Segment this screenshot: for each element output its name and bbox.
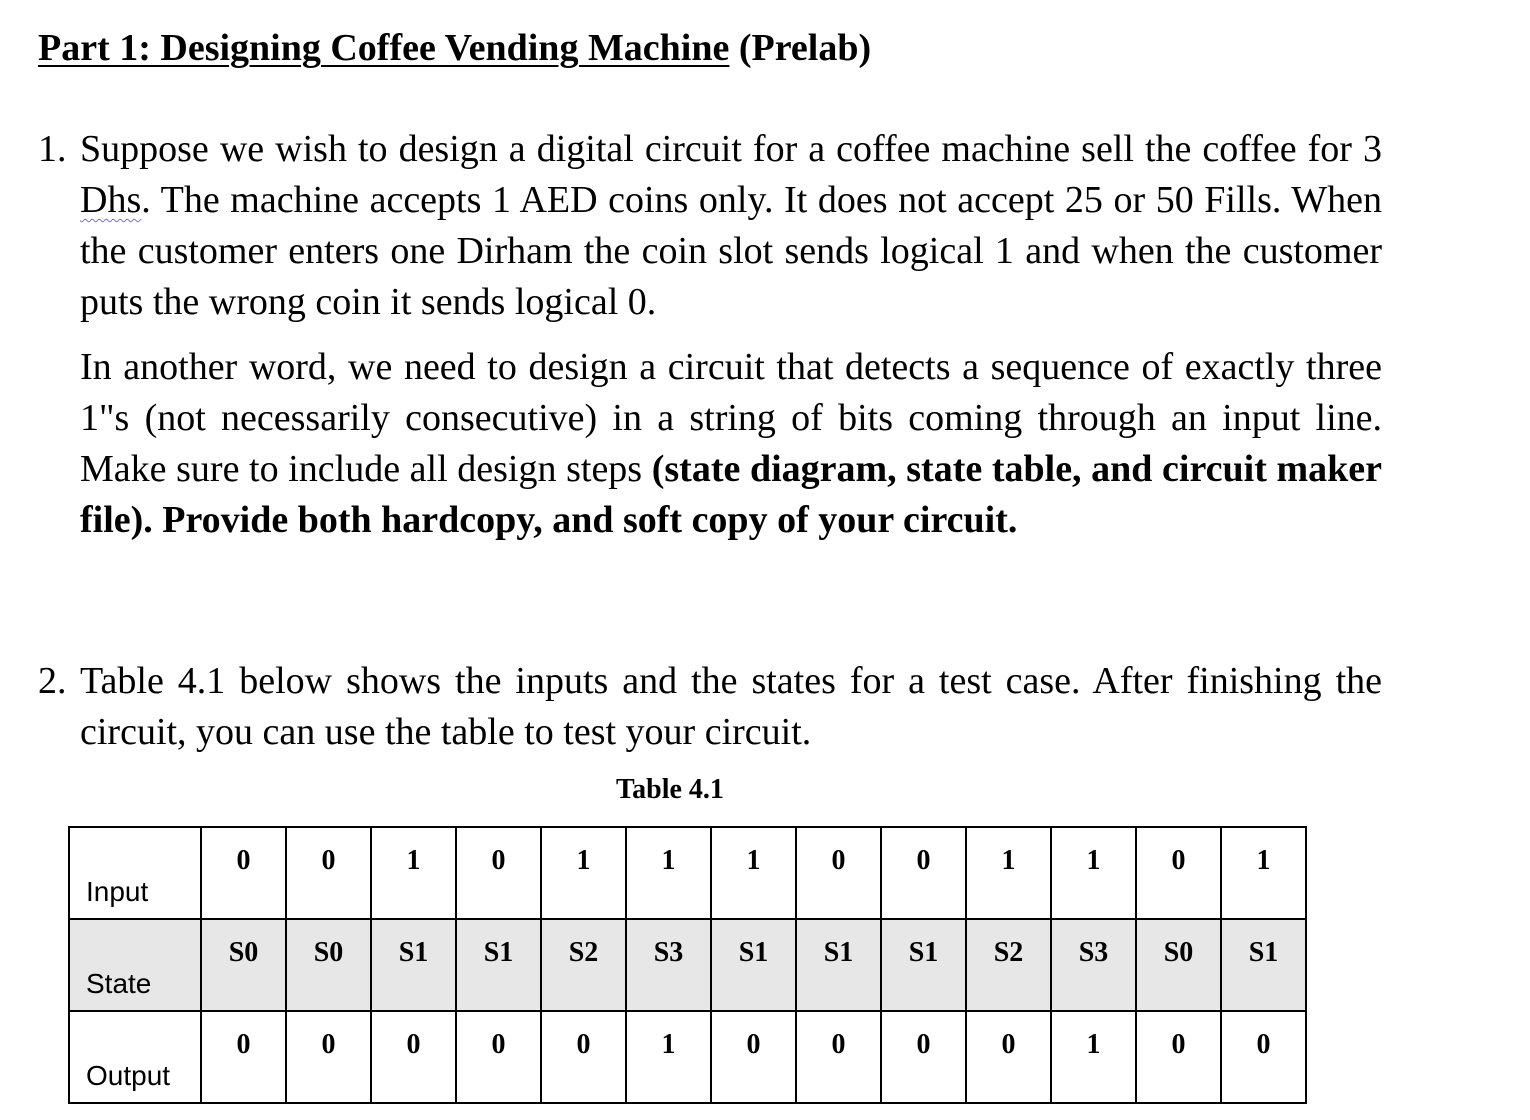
input-cell: [1136, 827, 1221, 919]
state-value: S1: [483, 937, 514, 968]
state-value: S0: [228, 937, 259, 968]
item1-text-a: Suppose we wish to design a digital circuit for a coffee machine sell the coffee for 3: [80, 128, 1382, 170]
output-cell: [286, 1011, 371, 1103]
state-cell: [1136, 919, 1221, 1011]
input-cell: [201, 827, 286, 919]
output-value: 0: [746, 1029, 761, 1060]
row-label-output: Output: [69, 1011, 201, 1103]
input-cell: [881, 827, 966, 919]
heading-title: Part 1: Designing Coffee Vending Machine: [38, 27, 730, 69]
state-value: S1: [738, 937, 769, 968]
spellcheck-word: Dhs: [80, 179, 142, 221]
output-value: 0: [491, 1029, 506, 1060]
state-cell: [1221, 919, 1306, 1011]
input-value: 1: [406, 845, 421, 876]
state-value: S3: [1078, 937, 1109, 968]
input-value: 0: [236, 845, 251, 876]
input-cell: [796, 827, 881, 919]
table-row-input: [69, 827, 1306, 919]
state-value: S0: [1163, 937, 1194, 968]
state-value: S1: [1248, 937, 1279, 968]
input-value: 0: [831, 845, 846, 876]
heading-suffix: (Prelab): [729, 27, 872, 69]
state-value: S3: [653, 937, 684, 968]
input-value: 0: [491, 845, 506, 876]
state-value: S0: [313, 937, 344, 968]
state-cell: [201, 919, 286, 1011]
item1-paragraph-2: [80, 342, 1382, 546]
state-cell: [881, 919, 966, 1011]
input-cell: [541, 827, 626, 919]
test-case-table: [68, 826, 1307, 1104]
state-cell: [711, 919, 796, 1011]
input-cell: [371, 827, 456, 919]
state-cell: [541, 919, 626, 1011]
item1-bold-text: (state diagram, state table, and circuit maker file). Provide both hardcopy, and soft copy of your circuit.: [80, 448, 1382, 541]
state-value: S1: [908, 937, 939, 968]
output-value: 0: [576, 1029, 591, 1060]
table-row-output: [69, 1011, 1306, 1103]
state-value: S2: [568, 937, 599, 968]
input-value: 1: [661, 845, 676, 876]
input-cell: [966, 827, 1051, 919]
row-label-input: Input: [69, 827, 201, 919]
input-value: 0: [1171, 845, 1186, 876]
list-number-2: 2.: [38, 660, 67, 702]
row-label-state: State: [69, 919, 201, 1011]
output-value: 0: [1256, 1029, 1271, 1060]
input-value: 0: [321, 845, 336, 876]
state-cell: [626, 919, 711, 1011]
list-item-2: [38, 656, 1382, 758]
output-cell: [1221, 1011, 1306, 1103]
output-cell: [796, 1011, 881, 1103]
list-item-1: [38, 124, 1382, 546]
input-value: 0: [916, 845, 931, 876]
state-cell: [1051, 919, 1136, 1011]
output-value: 0: [1171, 1029, 1186, 1060]
state-value: S1: [398, 937, 429, 968]
output-value: 0: [916, 1029, 931, 1060]
output-cell: [1136, 1011, 1221, 1103]
output-cell: [626, 1011, 711, 1103]
input-value: 1: [576, 845, 591, 876]
output-value: 0: [321, 1029, 336, 1060]
state-value: S1: [823, 937, 854, 968]
item1-text-b: . The machine accepts 1 AED coins only. It does not accept 25 or 50 Fills. When the customer enters one Dirham the coin slot sends logical 1 and when the customer puts the wrong coin it sends logical 0.: [80, 179, 1382, 323]
input-value: 1: [1086, 845, 1101, 876]
state-cell: [966, 919, 1051, 1011]
output-cell: [966, 1011, 1051, 1103]
input-value: 1: [1256, 845, 1271, 876]
list-number-1: 1.: [38, 128, 67, 170]
input-cell: [711, 827, 796, 919]
item1-paragraph-1: [80, 124, 1382, 328]
input-value: 1: [746, 845, 761, 876]
output-cell: [456, 1011, 541, 1103]
output-cell: [881, 1011, 966, 1103]
state-cell: [456, 919, 541, 1011]
input-cell: [456, 827, 541, 919]
state-cell: [796, 919, 881, 1011]
output-value: 0: [1001, 1029, 1016, 1060]
state-value: S2: [993, 937, 1024, 968]
output-cell: [201, 1011, 286, 1103]
output-value: 1: [1086, 1029, 1101, 1060]
output-value: 1: [661, 1029, 676, 1060]
input-cell: [1221, 827, 1306, 919]
section-heading: [38, 22, 871, 74]
table-row-state: [69, 919, 1306, 1011]
item2-paragraph: Table 4.1 below shows the inputs and the states for a test case. After finishing the circuit, you can use the table to test your circuit.: [80, 660, 1382, 753]
output-cell: [711, 1011, 796, 1103]
state-cell: [371, 919, 456, 1011]
output-value: 0: [831, 1029, 846, 1060]
input-cell: [286, 827, 371, 919]
input-cell: [626, 827, 711, 919]
input-cell: [1051, 827, 1136, 919]
output-cell: [1051, 1011, 1136, 1103]
output-value: 0: [236, 1029, 251, 1060]
output-cell: [371, 1011, 456, 1103]
item1-text-c: In another word, we need to design a circuit that detects a sequence of exactly three 1"s (not necessarily consecutive) in a string of bits coming through an input line. Make sure to include all design steps: [80, 346, 1382, 490]
output-value: 0: [406, 1029, 421, 1060]
state-cell: [286, 919, 371, 1011]
output-cell: [541, 1011, 626, 1103]
table-caption: Table 4.1: [616, 774, 724, 805]
input-value: 1: [1001, 845, 1016, 876]
